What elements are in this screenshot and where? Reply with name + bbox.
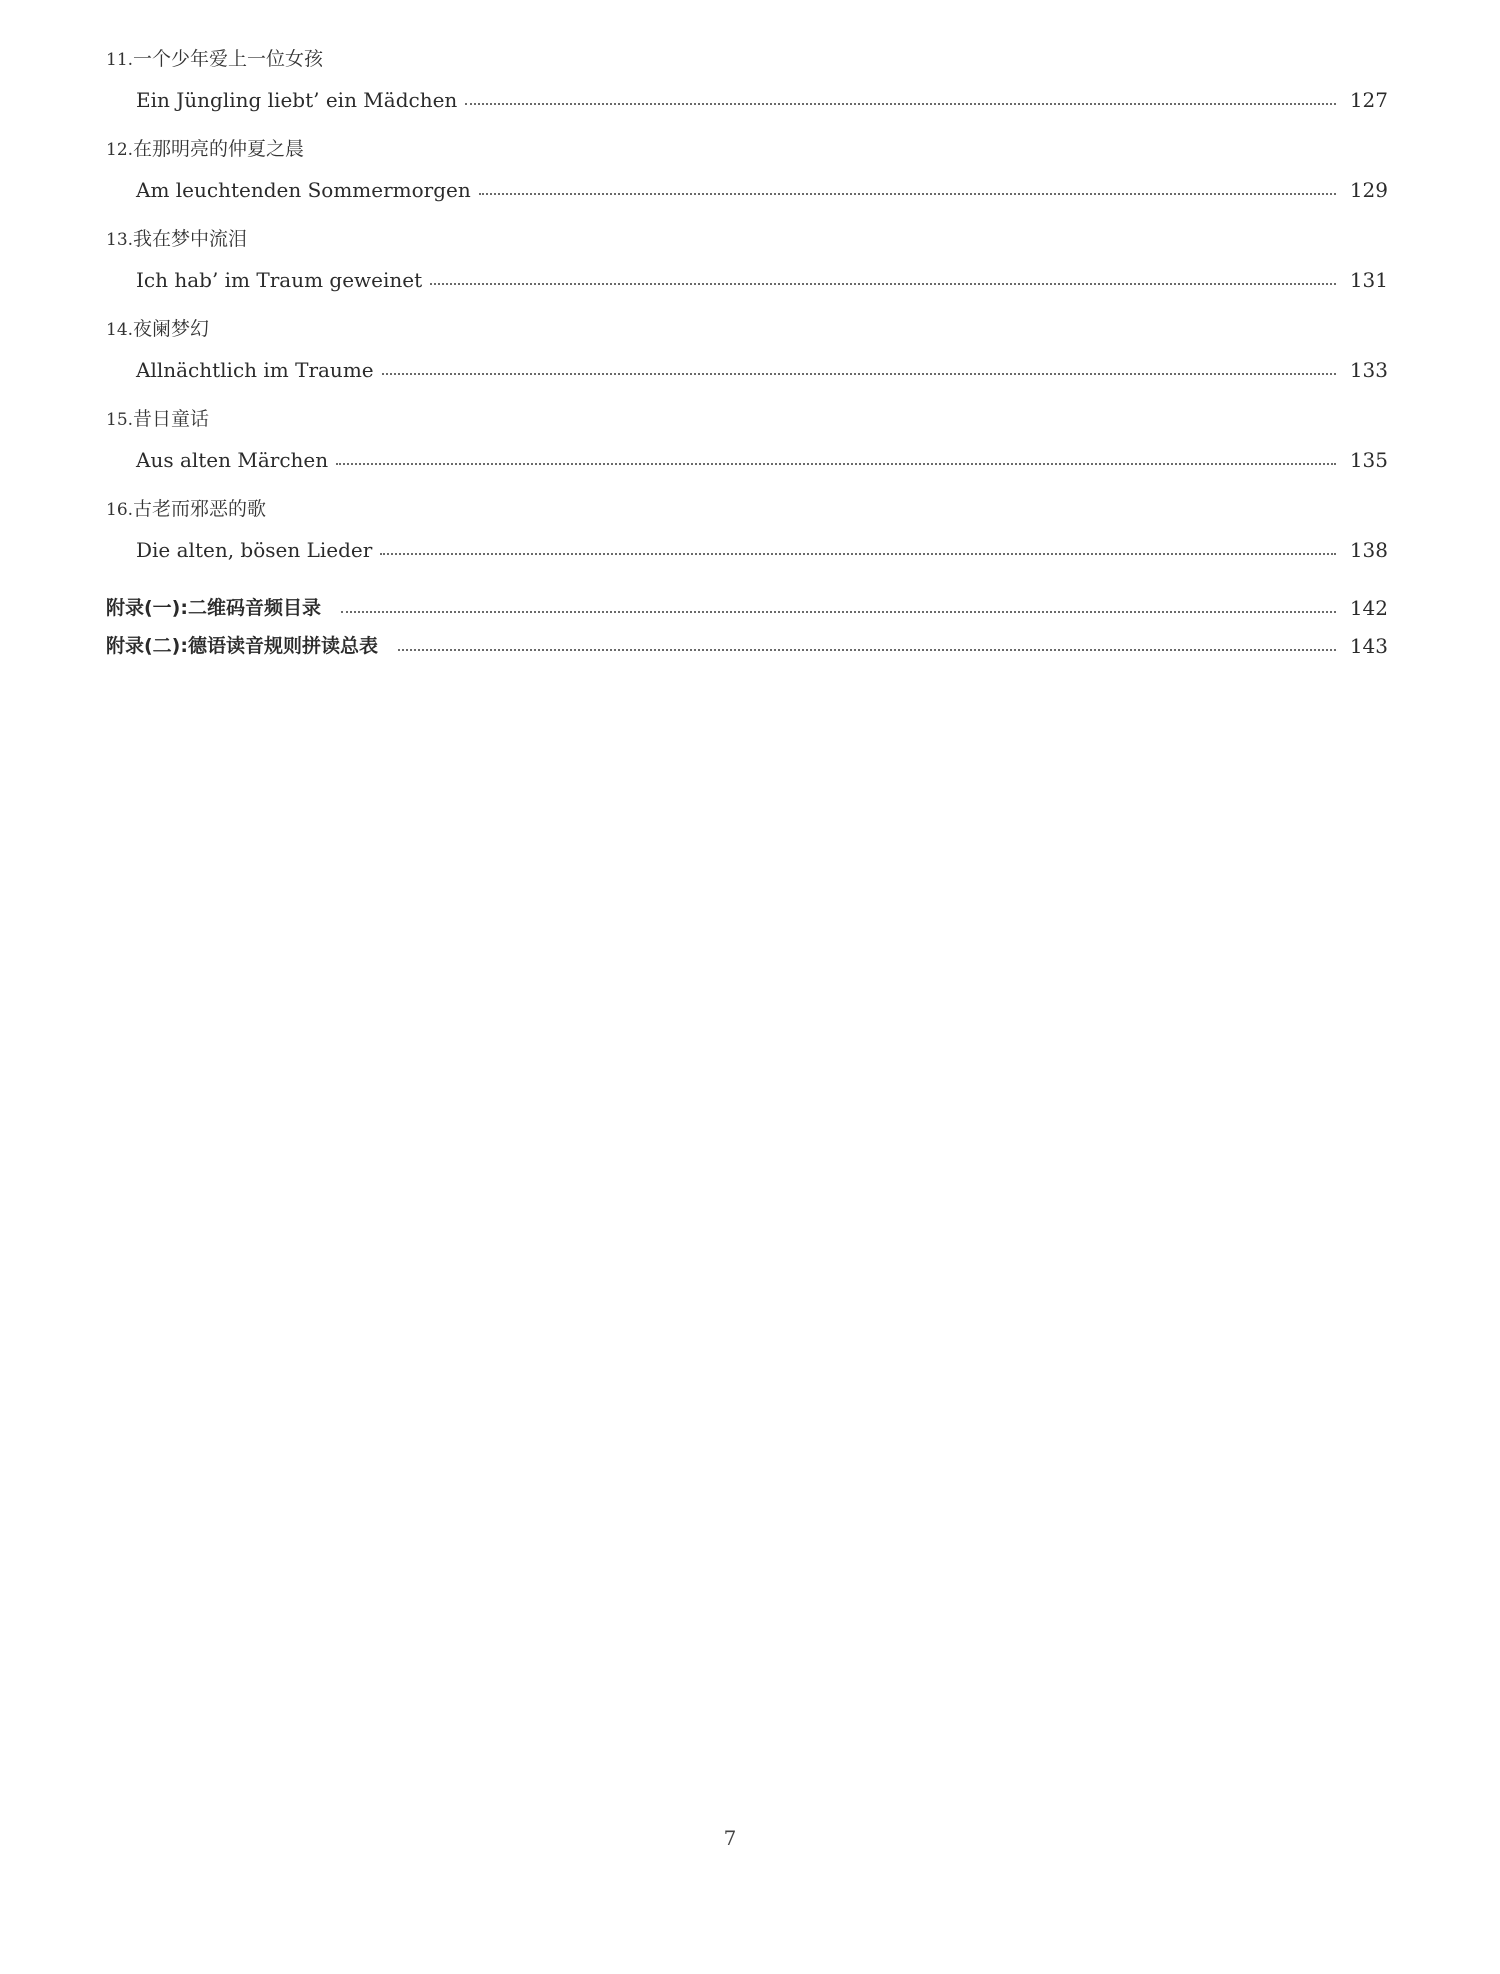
toc-entry-number: 16. (106, 500, 134, 520)
toc-entry-title-zh (106, 134, 1388, 164)
dot-leader (382, 373, 1336, 375)
toc-appendices (106, 584, 1388, 660)
toc-entry-german-line[interactable] (106, 74, 1388, 114)
toc-entry-16 (106, 494, 1388, 564)
toc-entry-number: 13. (106, 230, 134, 250)
toc-entry-title-zh (106, 44, 1388, 74)
toc-entry-page-number: 133 (1349, 358, 1388, 382)
toc-entry-german-title: Am leuchtenden Sommermorgen (136, 178, 471, 202)
toc-entry-german-line[interactable] (106, 434, 1388, 474)
toc-entry-german-line[interactable] (106, 344, 1388, 384)
toc-entry-13 (106, 224, 1388, 294)
toc-entry-number: 14. (106, 320, 134, 340)
toc-entry-german-title: Allnächtlich im Traume (136, 358, 374, 382)
dot-leader (479, 193, 1336, 195)
toc-entry-german-title: Die alten, bösen Lieder (136, 538, 373, 562)
toc-entry-chinese-title: 夜阑梦幻 (133, 318, 210, 340)
toc-entry-number: 11. (106, 50, 134, 70)
dot-leader (398, 649, 1336, 651)
toc-entry-german-line[interactable] (106, 164, 1388, 204)
toc-entry-chinese-title: 昔日童话 (133, 408, 210, 430)
toc-entry-chinese-title: 我在梦中流泪 (133, 228, 248, 250)
table-of-contents (106, 44, 1388, 660)
page-number: 7 (723, 1826, 737, 1850)
toc-entry-title-zh (106, 494, 1388, 524)
toc-entry-german-title: Ein Jüngling liebt’ ein Mädchen (136, 88, 458, 112)
toc-entry-title-zh (106, 404, 1388, 434)
toc-entry-page-number: 129 (1349, 178, 1388, 202)
dot-leader (465, 103, 1336, 105)
toc-entry-german-line[interactable] (106, 254, 1388, 294)
toc-entry-german-title: Ich hab’ im Traum geweinet (136, 268, 423, 292)
toc-appendix-page-number: 143 (1349, 634, 1388, 658)
toc-entry-chinese-title: 古老而邪恶的歌 (133, 498, 267, 520)
toc-entry-page-number: 135 (1349, 448, 1388, 472)
toc-entry-german-title: Aus alten Märchen (136, 448, 329, 472)
dot-leader (341, 611, 1336, 613)
toc-appendix-2[interactable] (106, 622, 1388, 660)
toc-entry-15 (106, 404, 1388, 474)
toc-appendix-title: 附录(一):二维码音频目录 (106, 597, 321, 619)
toc-entry-title-zh (106, 314, 1388, 344)
dot-leader (380, 553, 1336, 555)
toc-appendix-1[interactable] (106, 584, 1388, 622)
toc-entry-14 (106, 314, 1388, 384)
toc-entry-number: 15. (106, 410, 134, 430)
toc-entry-12 (106, 134, 1388, 204)
toc-appendix-page-number: 142 (1349, 596, 1388, 620)
dot-leader (430, 283, 1336, 285)
dot-leader (336, 463, 1336, 465)
toc-entry-page-number: 138 (1349, 538, 1388, 562)
toc-entry-page-number: 127 (1349, 88, 1388, 112)
toc-entry-chinese-title: 在那明亮的仲夏之晨 (133, 138, 305, 160)
toc-entry-title-zh (106, 224, 1388, 254)
toc-entry-page-number: 131 (1349, 268, 1388, 292)
toc-appendix-title: 附录(二):德语读音规则拼读总表 (106, 635, 378, 657)
toc-entry-number: 12. (106, 140, 134, 160)
toc-entry-german-line[interactable] (106, 524, 1388, 564)
toc-entry-chinese-title: 一个少年爱上一位女孩 (133, 48, 324, 70)
toc-entry-11 (106, 44, 1388, 114)
